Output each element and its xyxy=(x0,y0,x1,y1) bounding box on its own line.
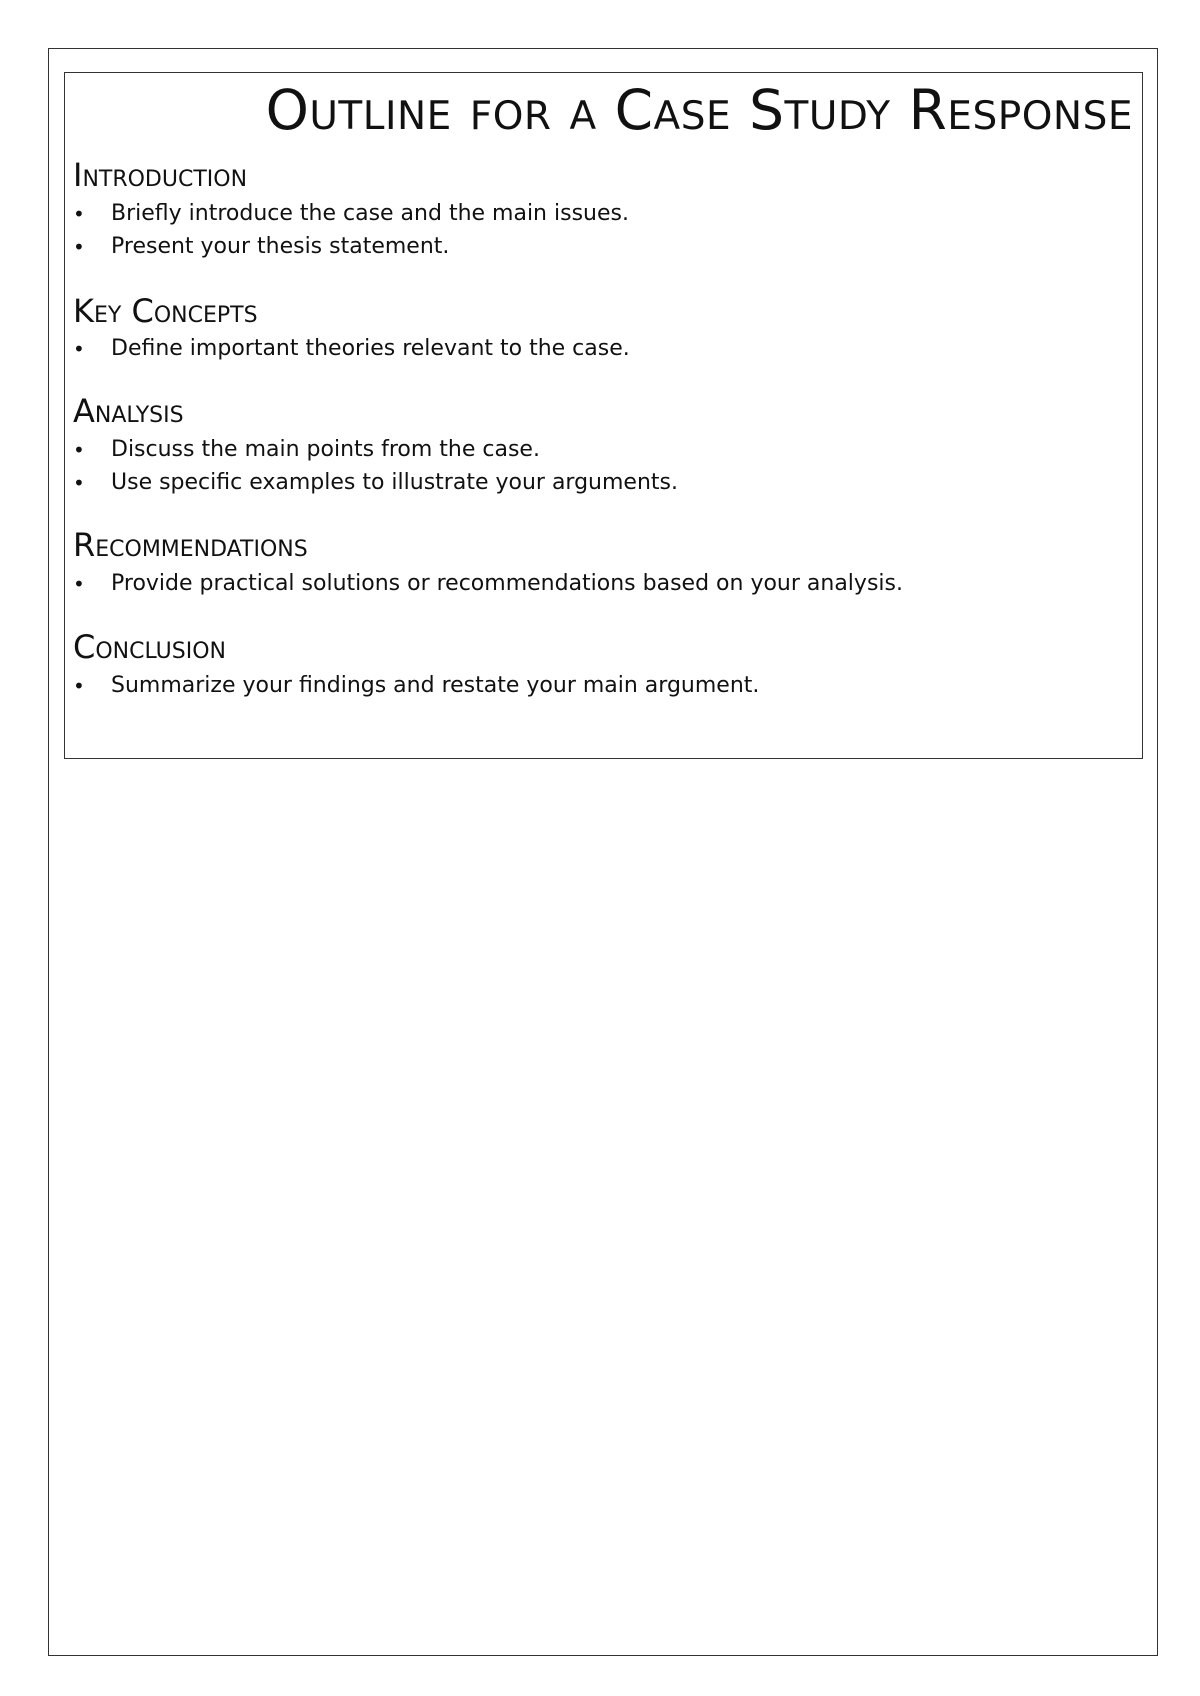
section-heading-analysis: Analysis xyxy=(73,392,184,430)
bullet-icon: • xyxy=(73,337,85,361)
document-title: Outline for a Case Study Response xyxy=(265,78,1133,142)
bullet-text: Discuss the main points from the case. xyxy=(111,437,540,462)
section-heading-introduction: Introduction xyxy=(73,156,248,194)
section-heading-conclusion: Conclusion xyxy=(73,628,226,666)
bullet-text: Use specific examples to illustrate your arguments. xyxy=(111,470,678,495)
bullet-icon: • xyxy=(73,471,85,495)
bullet-text: Summarize your findings and restate your main argument. xyxy=(111,673,760,698)
bullet-text: Provide practical solutions or recommendations based on your analysis. xyxy=(111,571,903,596)
section-heading-key-concepts: Key Concepts xyxy=(73,292,258,330)
bullet-icon: • xyxy=(73,674,85,698)
bullet-text: Define important theories relevant to the case. xyxy=(111,336,630,361)
bullet-icon: • xyxy=(73,572,85,596)
bullet-text: Briefly introduce the case and the main issues. xyxy=(111,201,629,226)
bullet-icon: • xyxy=(73,202,85,226)
section-heading-recommendations: Recommendations xyxy=(73,526,308,564)
bullet-icon: • xyxy=(73,235,85,259)
bullet-icon: • xyxy=(73,438,85,462)
outline-box xyxy=(64,72,1143,759)
bullet-text: Present your thesis statement. xyxy=(111,234,450,259)
